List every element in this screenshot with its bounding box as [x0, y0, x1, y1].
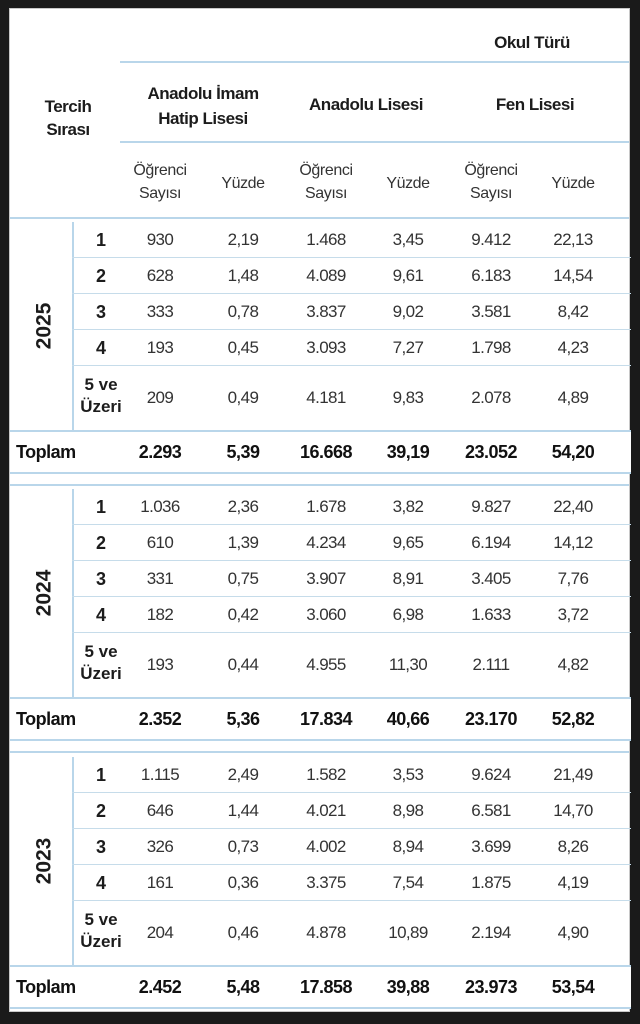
student-count-cell: 2.078	[471, 388, 511, 407]
total-label: Toplam	[16, 709, 76, 729]
okul-turu-header: Okul Türü	[494, 33, 570, 52]
rank-cell: 3	[95, 302, 106, 322]
total-count-cell: 23.052	[464, 442, 518, 462]
percent-cell: 9,02	[392, 302, 424, 321]
percent-cell: 1,44	[227, 801, 259, 820]
student-count-cell: 1.798	[471, 338, 511, 357]
student-count-cell: 1.875	[471, 873, 511, 892]
total-label: Toplam	[16, 442, 76, 462]
table-row	[10, 757, 631, 793]
percent-cell: 2,19	[227, 230, 259, 249]
percent-cell: 6,98	[392, 605, 424, 624]
ogrenci-sayisi-header	[446, 159, 536, 205]
percent-cell: 14,70	[553, 801, 593, 820]
total-count-cell: 17.834	[299, 709, 353, 729]
percent-cell: 8,98	[392, 801, 424, 820]
percent-cell: 0,45	[227, 338, 259, 357]
table-row	[10, 489, 631, 525]
total-percent-cell: 5,48	[226, 977, 260, 997]
rank-cell: 1	[95, 765, 106, 785]
student-count-cell: 1.115	[140, 765, 180, 784]
student-count-cell: 4.181	[306, 388, 346, 407]
percent-cell: 8,26	[557, 837, 589, 856]
percent-cell: 4,82	[557, 655, 589, 674]
rank-line2: Üzeri	[80, 664, 122, 683]
block-separator	[10, 484, 629, 486]
percent-cell: 1,39	[227, 533, 259, 552]
percent-cell: 3,53	[392, 765, 424, 784]
total-percent-cell: 5,36	[226, 709, 260, 729]
sayisi-line2: Sayısı	[304, 185, 348, 202]
total-count-cell: 2.352	[138, 709, 182, 729]
student-count-cell: 1.036	[140, 497, 180, 516]
aihl-header	[128, 81, 278, 131]
ogrenci-sayisi-header	[281, 159, 371, 205]
yuzde-header: Yüzde	[221, 175, 265, 192]
student-count-cell: 4.002	[306, 837, 346, 856]
rank-cell: 2	[95, 533, 106, 553]
year-text: 2024	[32, 569, 55, 617]
student-count-cell: 326	[146, 837, 174, 856]
table-row	[10, 525, 631, 561]
student-count-cell: 2.194	[471, 923, 511, 942]
student-count-cell: 1.582	[306, 765, 346, 784]
percent-cell: 4,89	[557, 388, 589, 407]
percent-cell: 0,49	[227, 388, 259, 407]
student-count-cell: 4.234	[306, 533, 346, 552]
student-count-cell: 1.633	[471, 605, 511, 624]
total-percent-cell: 39,19	[386, 442, 430, 462]
student-count-cell: 9.827	[471, 497, 511, 516]
student-count-cell: 4.878	[306, 923, 346, 942]
student-count-cell: 4.021	[306, 801, 346, 820]
percent-cell: 7,27	[392, 338, 424, 357]
total-percent-cell: 39,88	[386, 977, 430, 997]
sayisi-line2: Sayısı	[469, 185, 513, 202]
student-count-cell: 193	[146, 338, 174, 357]
total-count-cell: 23.973	[464, 977, 518, 997]
student-count-cell: 3.699	[471, 837, 511, 856]
percent-cell: 0,75	[227, 569, 259, 588]
student-count-cell: 646	[146, 801, 174, 820]
percent-cell: 7,76	[557, 569, 589, 588]
aihl-line1: Anadolu İmam	[147, 84, 259, 103]
stats-table	[9, 8, 630, 1012]
ogrenci-line1: Öğrenci	[133, 162, 187, 179]
total-percent-cell: 5,39	[226, 442, 260, 462]
percent-cell: 4,90	[557, 923, 589, 942]
anadolu-header: Anadolu Lisesi	[309, 95, 423, 114]
rank-cell: 1	[95, 230, 106, 250]
percent-cell: 7,54	[392, 873, 424, 892]
student-count-cell: 182	[146, 605, 174, 624]
percent-cell: 0,44	[227, 655, 259, 674]
header-divider-top	[120, 61, 629, 63]
total-count-cell: 16.668	[299, 442, 353, 462]
total-percent-cell: 53,54	[551, 977, 595, 997]
student-count-cell: 3.837	[306, 302, 346, 321]
percent-cell: 8,91	[392, 569, 424, 588]
percent-cell: 2,36	[227, 497, 259, 516]
rank-cell: 4	[95, 873, 106, 893]
table-row	[10, 901, 631, 965]
percent-cell: 14,12	[553, 533, 593, 552]
total-count-cell: 2.452	[138, 977, 182, 997]
total-percent-cell: 52,82	[551, 709, 595, 729]
percent-cell: 0,73	[227, 837, 259, 856]
table-row	[10, 865, 631, 901]
table-row	[10, 330, 631, 366]
table-row	[10, 561, 631, 597]
table-row	[10, 597, 631, 633]
total-count-cell: 2.293	[138, 442, 182, 462]
rank-line1: 5 ve	[84, 375, 118, 394]
percent-cell: 10,89	[388, 923, 428, 942]
student-count-cell: 3.060	[306, 605, 346, 624]
yuzde-header: Yüzde	[551, 175, 595, 192]
percent-cell: 21,49	[553, 765, 593, 784]
percent-cell: 4,23	[557, 338, 589, 357]
student-count-cell: 4.089	[306, 266, 346, 285]
student-count-cell: 9.412	[471, 230, 511, 249]
student-count-cell: 1.468	[306, 230, 346, 249]
student-count-cell: 3.093	[306, 338, 346, 357]
yuzde-header: Yüzde	[386, 175, 430, 192]
percent-cell: 9,65	[392, 533, 424, 552]
table-row	[10, 793, 631, 829]
student-count-cell: 161	[146, 873, 174, 892]
rank-cell: 4	[95, 605, 106, 625]
table-row	[10, 366, 631, 430]
sayisi-line2: Sayısı	[138, 185, 182, 202]
percent-cell: 3,82	[392, 497, 424, 516]
percent-cell: 9,83	[392, 388, 424, 407]
student-count-cell: 4.955	[306, 655, 346, 674]
student-count-cell: 3.907	[306, 569, 346, 588]
percent-cell: 8,94	[392, 837, 424, 856]
student-count-cell: 6.194	[471, 533, 511, 552]
percent-cell: 4,19	[557, 873, 589, 892]
table-row	[10, 633, 631, 697]
percent-cell: 0,42	[227, 605, 259, 624]
header-divider-mid	[120, 141, 629, 143]
total-percent-cell: 40,66	[386, 709, 430, 729]
rank-cell: 3	[95, 837, 106, 857]
rank-cell: 2	[95, 266, 106, 286]
percent-cell: 2,49	[227, 765, 259, 784]
year-text: 2023	[32, 837, 55, 885]
student-count-cell: 9.624	[471, 765, 511, 784]
rank-cell: 3	[95, 569, 106, 589]
total-count-cell: 17.858	[299, 977, 353, 997]
header-divider-bottom	[10, 217, 629, 219]
percent-cell: 3,45	[392, 230, 424, 249]
student-count-cell: 3.581	[471, 302, 511, 321]
student-count-cell: 6.183	[471, 266, 511, 285]
percent-cell: 22,13	[553, 230, 593, 249]
fen-header: Fen Lisesi	[495, 95, 575, 114]
student-count-cell: 3.405	[471, 569, 511, 588]
block-separator	[10, 751, 629, 753]
ogrenci-sayisi-header	[115, 159, 205, 205]
rank-line2: Üzeri	[80, 397, 122, 416]
table-row	[10, 829, 631, 865]
percent-cell: 0,46	[227, 923, 259, 942]
student-count-cell: 331	[146, 569, 174, 588]
rank-cell: 1	[95, 497, 106, 517]
aihl-line2: Hatip Lisesi	[158, 109, 248, 128]
year-text: 2025	[32, 302, 55, 350]
student-count-cell: 930	[146, 230, 174, 249]
tercih-line1: Tercih	[44, 97, 92, 116]
tercih-line2: Sırası	[46, 120, 90, 139]
percent-cell: 3,72	[557, 605, 589, 624]
student-count-cell: 204	[146, 923, 174, 942]
student-count-cell: 1.678	[306, 497, 346, 516]
rank-cell: 2	[95, 801, 106, 821]
student-count-cell: 333	[146, 302, 174, 321]
percent-cell: 8,42	[557, 302, 589, 321]
total-label: Toplam	[16, 977, 76, 997]
total-row	[10, 697, 631, 741]
student-count-cell: 3.375	[306, 873, 346, 892]
total-percent-cell: 54,20	[551, 442, 595, 462]
table-row	[10, 294, 631, 330]
student-count-cell: 193	[146, 655, 174, 674]
percent-cell: 11,30	[388, 655, 428, 674]
student-count-cell: 6.581	[471, 801, 511, 820]
table-row	[10, 258, 631, 294]
ogrenci-line1: Öğrenci	[299, 162, 353, 179]
student-count-cell: 2.111	[472, 655, 510, 674]
student-count-cell: 628	[146, 266, 174, 285]
percent-cell: 14,54	[553, 266, 593, 285]
percent-cell: 9,61	[392, 266, 424, 285]
percent-cell: 0,36	[227, 873, 259, 892]
rank-line1: 5 ve	[84, 642, 118, 661]
tercih-sirasi-header	[18, 95, 118, 141]
table-row	[10, 222, 631, 258]
total-count-cell: 23.170	[464, 709, 518, 729]
rank-line1: 5 ve	[84, 910, 118, 929]
total-row	[10, 965, 631, 1009]
rank-line2: Üzeri	[80, 932, 122, 951]
percent-cell: 1,48	[227, 266, 259, 285]
percent-cell: 22,40	[553, 497, 593, 516]
student-count-cell: 209	[146, 388, 174, 407]
percent-cell: 0,78	[227, 302, 259, 321]
total-row	[10, 430, 631, 474]
ogrenci-line1: Öğrenci	[464, 162, 518, 179]
rank-cell: 4	[95, 338, 106, 358]
student-count-cell: 610	[146, 533, 174, 552]
